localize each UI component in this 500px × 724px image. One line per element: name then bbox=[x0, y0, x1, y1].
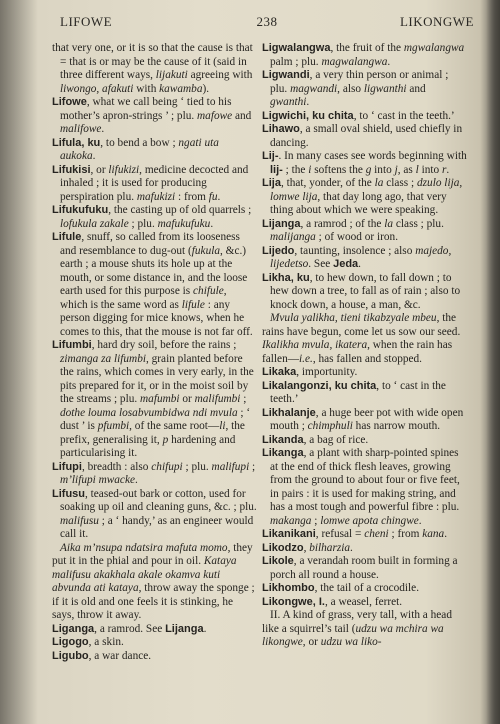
text-run: ; the bbox=[282, 163, 309, 176]
text-run: , a weasel, ferret. bbox=[324, 595, 403, 608]
headword: Ligwalangwa bbox=[262, 42, 331, 54]
italic-text: ngati uta aukoka bbox=[60, 136, 219, 162]
text-run: with bbox=[133, 82, 160, 95]
text-run: . bbox=[134, 474, 138, 486]
dictionary-entry bbox=[52, 650, 257, 664]
text-run: , of the same root— bbox=[129, 420, 220, 432]
dictionary-entry bbox=[262, 380, 467, 407]
headword: Lifowe bbox=[52, 96, 87, 108]
text-run: that very one, or it is so that the cause is that = that is or may be the cause of it (said in three different ways, bbox=[52, 42, 253, 81]
italic-text: chimphuli bbox=[307, 420, 353, 432]
text-run: ; bbox=[240, 393, 247, 405]
headword: Lifule bbox=[52, 231, 82, 243]
text-run: , throw away the sponge ; if it is old and one feels it is stinking, he says, throw it away. bbox=[52, 582, 255, 621]
text-run: class ; bbox=[383, 177, 417, 189]
dictionary-entry bbox=[262, 447, 467, 528]
text-run: . bbox=[92, 150, 96, 162]
dictionary-entry bbox=[262, 366, 467, 380]
text-run: and bbox=[232, 109, 252, 122]
headword: Lifukufuku bbox=[52, 204, 109, 216]
dictionary-entry bbox=[262, 69, 467, 110]
italic-text: udzu wa liko- bbox=[320, 636, 382, 648]
italic-text: chifule bbox=[193, 285, 224, 297]
headword: Likodzo bbox=[262, 541, 304, 554]
italic-text: malifowe bbox=[60, 123, 102, 135]
italic-text: la bbox=[384, 217, 394, 230]
italic-text: lifukizi bbox=[108, 163, 140, 176]
text-run: and bbox=[406, 82, 426, 95]
text-run: . bbox=[306, 96, 310, 108]
italic-text: mafumbi bbox=[140, 393, 180, 405]
dictionary-entry bbox=[262, 596, 467, 610]
headword: Lija bbox=[262, 177, 281, 189]
gutter-shadow bbox=[0, 0, 38, 724]
text-run: , that, yonder, of the bbox=[280, 177, 375, 189]
headword: Liganga bbox=[52, 622, 95, 635]
text-run: softens the bbox=[311, 163, 366, 176]
text-run: , which is the same word as bbox=[60, 285, 227, 311]
text-run: , breadth : also bbox=[81, 460, 152, 473]
entry-continuation bbox=[52, 42, 257, 96]
text-run: . bbox=[358, 258, 361, 270]
headword: Likole bbox=[262, 555, 294, 567]
headword: Lifupi bbox=[52, 460, 82, 473]
text-run: , or bbox=[302, 636, 321, 648]
headword: Ligubo bbox=[52, 649, 89, 662]
text-run: , snuff, so called from its looseness and resemblance to dug-out ( bbox=[60, 231, 240, 257]
text-run: . bbox=[387, 55, 391, 68]
text-run: , a skin. bbox=[88, 636, 124, 648]
text-run: hardening and particularising it. bbox=[60, 433, 236, 459]
italic-text: la bbox=[374, 177, 384, 189]
text-run: , a ramrod. See bbox=[94, 622, 166, 635]
headword: Likhombo bbox=[262, 582, 315, 594]
text-run: agreeing with bbox=[187, 69, 253, 81]
text-run: , they put it in the phial and pour in oil. bbox=[52, 541, 253, 567]
dictionary-entry bbox=[262, 542, 467, 556]
italic-text: i bbox=[308, 163, 312, 176]
italic-text: lifule bbox=[181, 298, 205, 311]
italic-text: magwalangwa bbox=[321, 55, 388, 68]
text-run: , a war dance. bbox=[88, 649, 152, 662]
text-run: ; bbox=[249, 460, 256, 473]
dictionary-entry bbox=[262, 582, 467, 596]
dictionary-entry bbox=[262, 555, 467, 582]
italic-text: Mvula yalikha, tieni tikabzyale mbeu bbox=[270, 312, 437, 324]
headword: Likhalanje bbox=[262, 406, 316, 419]
italic-text: lomwe apota chingwe bbox=[320, 514, 419, 527]
text-run: , the rains have begun, come let us sow our seed. bbox=[262, 312, 461, 338]
text-run: , the tail of a crocodile. bbox=[314, 582, 420, 594]
text-run: , the fruit of the bbox=[330, 42, 404, 54]
headword: Ligwandi bbox=[262, 69, 310, 81]
italic-text: Aika m’nsupa ndatsira mafuta momo bbox=[60, 541, 228, 554]
headword: Likanga bbox=[262, 447, 304, 459]
headword: Lij- bbox=[262, 150, 279, 162]
headword: Lijedo bbox=[262, 244, 295, 257]
dictionary-entry bbox=[262, 42, 467, 69]
text-run: . bbox=[444, 528, 448, 540]
text-run: ). bbox=[202, 82, 210, 95]
text-run: ; ‘ dust ’ is bbox=[60, 406, 251, 432]
text-run: , a bag of rice. bbox=[303, 433, 369, 446]
text-run: , what we call being ‘ tied to his mother’s apron-strings ’ ; plu. bbox=[60, 96, 232, 122]
text-run: , a small oval shield, used chiefly in dancing. bbox=[270, 123, 463, 149]
right-column bbox=[262, 42, 467, 650]
text-run: , a verandah room built in forming a porch all round a house. bbox=[270, 555, 458, 581]
page-edge bbox=[486, 0, 500, 724]
header-left-guideword: LIFOWE bbox=[60, 14, 113, 29]
italic-text: mgwalangwa bbox=[403, 42, 465, 54]
text-run: , a plant with sharp-pointed spines at the end of thick flesh leaves, growing from the ground to about four or five feet, in pairs : it is used for making string, and has a most tough and powerful fibre : plu. bbox=[270, 447, 460, 513]
italic-text: ligwanthi bbox=[363, 82, 407, 95]
page-number: 238 bbox=[256, 14, 278, 29]
headword: Lifumbi bbox=[52, 339, 92, 351]
text-run: , to ‘ cast in the teeth.’ bbox=[270, 379, 446, 405]
italic-text: p bbox=[162, 433, 169, 446]
text-run: , a ramrod ; of the bbox=[300, 217, 385, 230]
text-run: ; bbox=[311, 514, 321, 527]
text-run: into bbox=[371, 163, 395, 176]
text-run: : any person digging for mice knows, when he comes to this, that the mouse is not far off. bbox=[60, 298, 253, 338]
text-run: ; of wood or iron. bbox=[315, 231, 399, 243]
text-run: , teased-out bark or cotton, used for soaking up oil and cleaning guns, &c. ; plu. bbox=[60, 487, 257, 513]
headword: Lijanga bbox=[262, 217, 301, 230]
headword: Jeda bbox=[333, 258, 359, 270]
text-run: . bbox=[418, 514, 422, 527]
italic-text: kawamba bbox=[159, 82, 203, 95]
italic-text: i.e. bbox=[299, 352, 313, 365]
headword: Ligwichi, ku chita bbox=[262, 109, 354, 122]
italic-text: dothe louma losabvumbidwa ndi mvula bbox=[60, 406, 238, 419]
text-run: class ; plu. bbox=[393, 217, 444, 230]
text-run: , to bend a bow ; bbox=[100, 136, 179, 149]
italic-text: lofukula zakale bbox=[60, 217, 129, 230]
text-run: , a very thin person or animal ; plu. bbox=[270, 69, 449, 95]
text-run: . bbox=[217, 190, 221, 203]
dictionary-entry bbox=[262, 434, 467, 448]
dictionary-entry bbox=[262, 123, 467, 150]
headword: Lifukisi bbox=[52, 163, 91, 176]
entry-paragraph bbox=[262, 609, 467, 650]
italic-text: pfumbi bbox=[97, 420, 130, 432]
italic-text: malifumbi bbox=[194, 393, 241, 405]
italic-text: fukula bbox=[191, 244, 221, 257]
dictionary-entry bbox=[52, 164, 257, 205]
italic-text: zimanga za lifumbi bbox=[60, 352, 146, 365]
headword: Likaka bbox=[262, 366, 297, 378]
text-run: , bbox=[303, 541, 310, 554]
italic-text: malijanga bbox=[270, 231, 316, 243]
text-run: has narrow mouth. bbox=[352, 420, 441, 432]
italic-text: udzu wa mchira wa likongwe bbox=[262, 622, 444, 648]
text-run: . bbox=[101, 123, 105, 135]
dictionary-entry bbox=[262, 110, 467, 124]
text-run: or bbox=[179, 393, 195, 405]
text-run: , has fallen and stopped. bbox=[312, 352, 423, 365]
text-run: , a huge beer pot with wide open mouth ; bbox=[270, 406, 464, 432]
text-run: , when the rain has fallen— bbox=[262, 339, 453, 365]
text-run: ; plu. bbox=[182, 460, 212, 473]
headword: Likha, ku bbox=[262, 271, 310, 284]
text-run: II. A kind of grass, very tall, with a head like a squirrel’s tail ( bbox=[262, 609, 452, 635]
headword: Lifusu bbox=[52, 487, 85, 500]
dictionary-entry bbox=[262, 245, 467, 272]
entry-paragraph bbox=[262, 312, 467, 366]
header-right-guideword: LIKONGWE bbox=[399, 14, 474, 29]
dictionary-entry bbox=[52, 204, 257, 231]
dictionary-entry bbox=[262, 528, 467, 542]
text-run: , also bbox=[337, 82, 364, 95]
italic-text: Kataya malifusu akakhala akale okamva kuti abvunda ati kataya bbox=[52, 555, 237, 594]
left-column bbox=[52, 42, 257, 663]
dictionary-entry bbox=[52, 339, 257, 461]
headword: Lijanga bbox=[165, 622, 204, 635]
dictionary-entry bbox=[262, 218, 467, 245]
italic-text: malifusu bbox=[60, 514, 99, 527]
text-run: , the casting up of old quarrels ; bbox=[108, 204, 252, 216]
italic-text: li bbox=[219, 420, 226, 432]
text-run: ; plu. bbox=[128, 217, 158, 230]
text-run: . bbox=[446, 163, 450, 176]
text-run: . In many cases see words beginning with bbox=[278, 150, 467, 162]
italic-text: j bbox=[394, 163, 398, 176]
italic-text: g bbox=[365, 163, 372, 176]
dictionary-entry bbox=[52, 488, 257, 542]
italic-text: l bbox=[415, 163, 419, 176]
headword: lij- bbox=[270, 163, 283, 176]
dictionary-entry bbox=[52, 231, 257, 339]
headword: Likongwe, I. bbox=[262, 595, 325, 608]
text-run: palm ; plu. bbox=[270, 55, 322, 68]
headword: Lihawo bbox=[262, 123, 300, 135]
dictionary-entry bbox=[52, 137, 257, 164]
text-run: , to hew down, to fall down ; to hew down a tree, to fall as of rain ; also to knock down, a house, a man, &c. bbox=[270, 271, 461, 311]
text-run: ; a ‘ handy,’ as an engineer would call it. bbox=[60, 514, 254, 540]
italic-text: chifupi bbox=[151, 460, 183, 473]
dictionary-entry bbox=[262, 150, 467, 177]
italic-text: m’lifupi mwacke bbox=[60, 474, 135, 486]
text-run: . bbox=[350, 541, 353, 554]
italic-text: mafukizi bbox=[136, 190, 176, 203]
dictionary-entry bbox=[52, 96, 257, 137]
headword: Ligogo bbox=[52, 636, 89, 648]
italic-text: makanga bbox=[270, 514, 312, 527]
text-run: , refusal = bbox=[315, 528, 365, 540]
text-run: , grain planted before the rains, which comes in very early, in the pits prepared for it, or in the moist soil by the streams ; plu. bbox=[60, 352, 254, 405]
italic-text: bilharzia bbox=[309, 541, 351, 554]
dictionary-entry bbox=[262, 272, 467, 313]
headword: Lifula, ku bbox=[52, 136, 101, 149]
italic-text: cheni bbox=[364, 528, 389, 540]
text-run: , medicine decocted and inhaled ; it is used for producing perspiration plu. bbox=[60, 163, 249, 203]
text-run: , or bbox=[90, 163, 109, 176]
text-run: , &c.) earth ; a mouse shuts its hole up at the mouth, or some distance in, and the loose earth used for this purpose is bbox=[60, 244, 248, 297]
headword: Likanikani bbox=[262, 528, 316, 540]
italic-text: kana bbox=[422, 528, 445, 540]
text-run: : from bbox=[175, 190, 209, 203]
entry-paragraph bbox=[52, 542, 257, 623]
italic-text: r bbox=[441, 163, 447, 176]
italic-text: mafukufuku bbox=[157, 217, 211, 230]
text-run: , to ‘ cast in the teeth.’ bbox=[353, 109, 455, 122]
text-run: ; from bbox=[388, 528, 423, 540]
text-run: . bbox=[210, 217, 214, 230]
running-header bbox=[60, 14, 474, 34]
text-run: , as bbox=[397, 163, 416, 176]
text-run: , the prefix, generalising it, bbox=[60, 420, 245, 446]
text-run: , hard dry soil, before the rains ; bbox=[91, 339, 237, 351]
dictionary-entry bbox=[52, 623, 257, 637]
italic-text: malifupi bbox=[211, 460, 250, 473]
text-run: , that day long ago, that very thing about which we were speaking. bbox=[270, 190, 447, 216]
italic-text: dzulo lija, lomwe lija bbox=[270, 177, 463, 203]
dictionary-entry bbox=[262, 407, 467, 434]
dictionary-entry bbox=[52, 636, 257, 650]
text-run: , importunity. bbox=[296, 366, 358, 378]
italic-text: lijakuti bbox=[155, 69, 188, 81]
italic-text: fu bbox=[208, 190, 218, 203]
italic-text: majedo, lijedetso bbox=[270, 244, 452, 270]
italic-text: Ikalikha mvula, ikatera bbox=[262, 339, 368, 351]
text-run: . See bbox=[308, 258, 334, 270]
text-run: into bbox=[418, 163, 442, 176]
italic-text: mafowe bbox=[197, 109, 233, 122]
italic-text: liwongo, afakuti bbox=[60, 82, 134, 95]
headword: Likanda bbox=[262, 433, 304, 446]
text-run: , taunting, insolence ; also bbox=[294, 244, 416, 257]
dictionary-entry bbox=[52, 461, 257, 488]
italic-text: magwandi bbox=[290, 82, 338, 95]
italic-text: gwanthi bbox=[270, 96, 307, 108]
text-run: . bbox=[203, 622, 207, 635]
headword: Likalangonzi, ku chita bbox=[262, 379, 377, 392]
dictionary-entry bbox=[262, 177, 467, 218]
